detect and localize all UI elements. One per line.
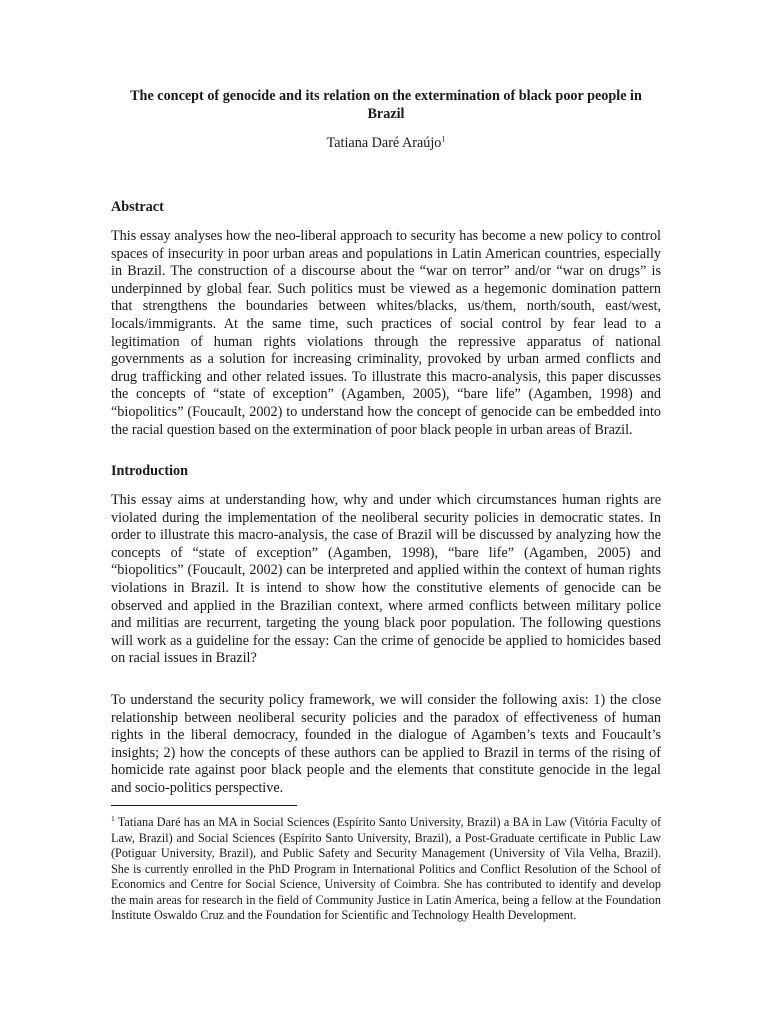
introduction-paragraph-1: This essay aims at understanding how, why and under which circumstances human rights are violated during the implementation of the neoliberal security policies in democratic states. In order to illustrate this macro-analysis, the case of Brazil will be discussed by analyzing how the concepts of “state of exception” (Agamben, 1998), “bare life” (Agamben, 2005) and “biopolitics” (Foucault, 2002) can be interpreted and applied within the context of human rights violations in Brazil. It is intend to show how the constitutive elements of genocide can be observed and applied in the Brazilian context, where armed conflicts between military police and militias are recurrent, targeting the young black poor population. The following questions will work as a guideline for the essay: Can the crime of genocide be applied to homicides based on racial issues in Brazil? (111, 492, 661, 667)
footnote (111, 815, 661, 924)
introduction-heading: Introduction (111, 463, 188, 479)
introduction-paragraph-2: To understand the security policy framework, we will consider the following axis: 1) the close relationship between neoliberal security policies and the paradox of effectiveness of human rights in the liberal democracy, founded in the dialogue of Agamben’s texts and Foucault’s insights; 2) how the concepts of these authors can be applied to Brazil in terms of the rising of homicide rate against poor black people and the elements that constitute genocide in the legal and socio-politics perspective. (111, 692, 661, 796)
paper-title: The concept of genocide and its relation on the extermination of black poor people in Brazil (130, 88, 642, 122)
footnote-text: Tatiana Daré has an MA in Social Sciences (Espírito Santo University, Brazil) a BA in Law (Vitória Faculty of Law, Brazil) and Social Sciences (Espírito Santo University, Brazil), a Post-Graduate certificate in Public Law (Potiguar University, Brazil), and Public Safety and Security Management (University of Vila Velha, Brazil). She is currently enrolled in the PhD Program in International Politics and Conflict Resolution of the School of Economics and Centre for Social Science, University of Coimbra. She has contributed to identify and develop the main areas for research in the field of Community Justice in Latin America, being a fellow at the Foundation Institute Oswaldo Cruz and the Foundation for Scientific and Technology Health Development. (111, 815, 661, 922)
footnote-separator (111, 805, 297, 806)
abstract-paragraph: This essay analyses how the neo-liberal approach to security has become a new policy to control spaces of insecurity in poor urban areas and populations in Latin American countries, especially in Brazil. The construction of a discourse about the “war on terror” and/or “war on drugs” is underpinned by global fear. Such politics must be viewed as a hegemonic domination pattern that strengthens the boundaries between whites/blacks, us/them, north/south, east/west, locals/immigrants. At the same time, such practices of social control by fear lead to a legitimation of human rights violations through the repressive apparatus of national governments as a solution for increasing criminality, provoked by urban armed conflicts and drug trafficking and other related issues. To illustrate this macro-analysis, this paper discusses the concepts of “state of exception” (Agamben, 2005), “bare life” (Agamben, 1998) and “biopolitics” (Foucault, 2002) to understand how the concept of genocide can be embedded into the racial question based on the extermination of poor black people in urban areas of Brazil. (111, 228, 661, 438)
author-name: Tatiana Daré Araújo (326, 135, 442, 151)
footnote-marker: 1 (111, 813, 115, 823)
author-footnote-marker[interactable]: 1 (441, 134, 446, 144)
author-line (111, 134, 661, 152)
abstract-heading: Abstract (111, 199, 164, 215)
